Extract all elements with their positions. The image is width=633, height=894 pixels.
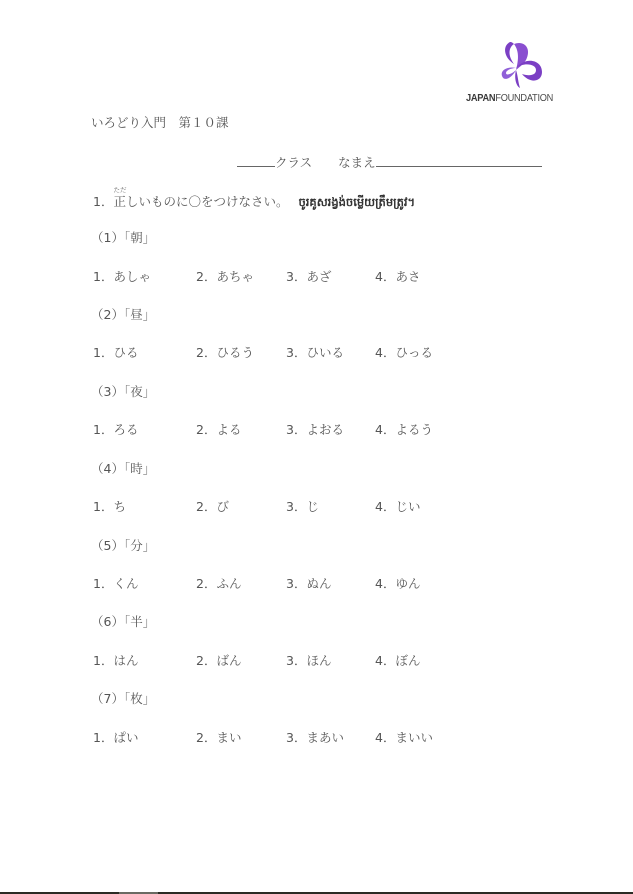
- answer-option[interactable]: 4．よるう: [375, 422, 433, 437]
- answer-option[interactable]: 1．あしゃ: [93, 269, 151, 284]
- furigana: ただ: [113, 186, 127, 194]
- answer-option[interactable]: 2．まい: [196, 730, 242, 745]
- answer-option[interactable]: 4．ひっる: [375, 345, 433, 360]
- answer-option[interactable]: 2．ひるう: [196, 345, 254, 360]
- answer-option[interactable]: 3．あざ: [286, 269, 332, 284]
- answer-option[interactable]: 1．くん: [93, 576, 139, 591]
- answer-option[interactable]: 4．ぼん: [375, 653, 421, 668]
- japan-foundation-logo: [466, 40, 554, 106]
- instruction: [93, 186, 416, 209]
- answer-option[interactable]: 3．まあい: [286, 730, 344, 745]
- answer-option[interactable]: 4．じい: [375, 499, 421, 514]
- question-label: （5）「分」: [91, 538, 156, 553]
- answer-option[interactable]: 4．まいい: [375, 730, 433, 745]
- logo-text-light: FOUNDATION: [495, 92, 554, 104]
- answer-option[interactable]: 1．ろる: [93, 422, 139, 437]
- logo-text-bold: JAPAN: [466, 92, 496, 104]
- answer-option[interactable]: 3．ひいる: [286, 345, 344, 360]
- butterfly-icon: [498, 40, 546, 90]
- answer-option[interactable]: 4．あさ: [375, 269, 421, 284]
- answer-option[interactable]: 3．ぬん: [286, 576, 332, 591]
- question-label: （6）「半」: [91, 614, 156, 629]
- answer-option[interactable]: 3．じ: [286, 499, 319, 514]
- name-blank[interactable]: [376, 154, 542, 167]
- worksheet-title: いろどり入門 第１０課: [91, 115, 229, 130]
- answer-option[interactable]: 3．よおる: [286, 422, 344, 437]
- answer-option[interactable]: 2．あちゃ: [196, 269, 254, 284]
- question-label: （2）「昼」: [91, 307, 156, 322]
- instruction-khmer: ចូរគូសរង្វង់ចម្លើយត្រឹមត្រូវ។: [298, 195, 416, 209]
- answer-option[interactable]: 3．ほん: [286, 653, 332, 668]
- instruction-kanji: 正: [113, 194, 126, 209]
- class-label: クラス: [275, 155, 313, 170]
- answer-option[interactable]: 1．ち: [93, 499, 126, 514]
- instruction-number: 1．: [93, 194, 114, 209]
- answer-option[interactable]: 2．よる: [196, 422, 242, 437]
- question-label: （7）「枚」: [91, 691, 156, 706]
- question-label: （1）「朝」: [91, 230, 156, 245]
- answer-option[interactable]: 2．ふん: [196, 576, 242, 591]
- answer-option[interactable]: 1．はん: [93, 653, 139, 668]
- ruby-kanji: [113, 186, 127, 209]
- answer-option[interactable]: 1．ぱい: [93, 730, 139, 745]
- answer-option[interactable]: 2．ばん: [196, 653, 242, 668]
- answer-option[interactable]: 2．び: [196, 499, 229, 514]
- class-blank[interactable]: [237, 154, 275, 167]
- answer-option[interactable]: 1．ひる: [93, 345, 139, 360]
- answer-option[interactable]: 4．ゆん: [375, 576, 421, 591]
- logo-wordmark: [466, 92, 553, 104]
- name-label: なまえ: [338, 155, 376, 170]
- question-label: （4）「時」: [91, 461, 156, 476]
- class-name-line: [237, 154, 542, 170]
- instruction-text: しいものに〇をつけなさい。: [125, 194, 289, 209]
- question-label: （3）「夜」: [91, 384, 156, 399]
